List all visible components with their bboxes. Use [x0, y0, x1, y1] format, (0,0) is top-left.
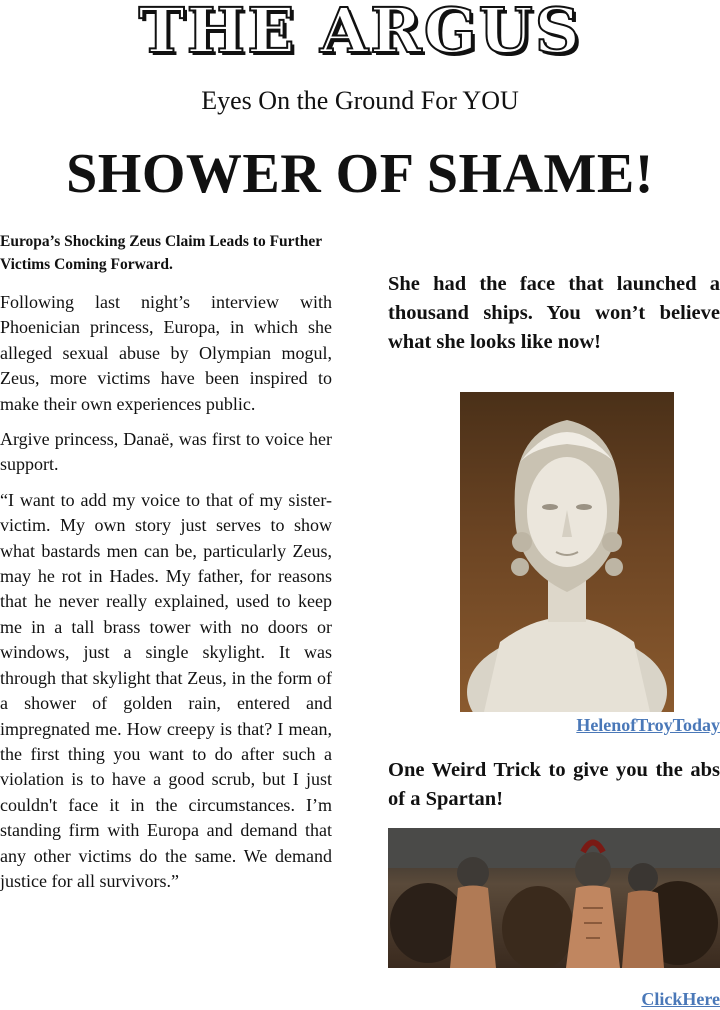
- helen-bust-image[interactable]: [460, 392, 674, 712]
- click-here-link[interactable]: ClickHere: [641, 989, 720, 1009]
- article-paragraph-3: “I want to add my voice to that of my sister-victim. My own story just serves to show what bastards men can be, particularly Zeus, may he rot in Hades. My father, for reasons that he never really explained, used to keep me in a tall brass tower with no doors or windows, just a single skylight. It was through that skylight that Zeus, in the form of a shower of golden rain, entered and impregnated me. How creepy is that? I mean, the first thing you want to do after such a violation is to have a good scrub, but I just couldn't face it in the circumstances. I’m standing firm with Europa and demand that any other victims do the same. We demand justice for all survivors.”: [0, 489, 332, 891]
- masthead-title: THE ARGUS: [138, 0, 582, 67]
- sidebar-teaser-1: [388, 270, 720, 357]
- bust-illustration: [460, 392, 674, 712]
- masthead-tagline: Eyes On the Ground For YOU: [201, 86, 519, 115]
- article-subhead: Europa’s Shocking Zeus Claim Leads to Further Victims Coming Forward.: [0, 233, 322, 273]
- article-column: [0, 230, 332, 904]
- helen-of-troy-link[interactable]: HelenofTroyToday: [576, 715, 720, 735]
- teaser-spartan-text: One Weird Trick to give you the abs of a Spartan!: [388, 759, 720, 810]
- main-headline: SHOWER OF SHAME!: [66, 143, 654, 205]
- teaser-helen-text: She had the face that launched a thousand ships. You won’t believe what she looks like now!: [388, 273, 720, 353]
- article-paragraph-1: Following last night’s interview with Phoenician princess, Europa, in which she alleged sexual abuse by Olympian mogul, Zeus, more victims have been inspired to make their own experiences public.: [0, 292, 332, 414]
- article-paragraph-2: Argive princess, Danaë, was first to voice her support.: [0, 429, 332, 475]
- spartans-image[interactable]: [388, 828, 720, 968]
- sidebar-teaser-2: [388, 756, 720, 814]
- spartans-illustration: [388, 828, 720, 968]
